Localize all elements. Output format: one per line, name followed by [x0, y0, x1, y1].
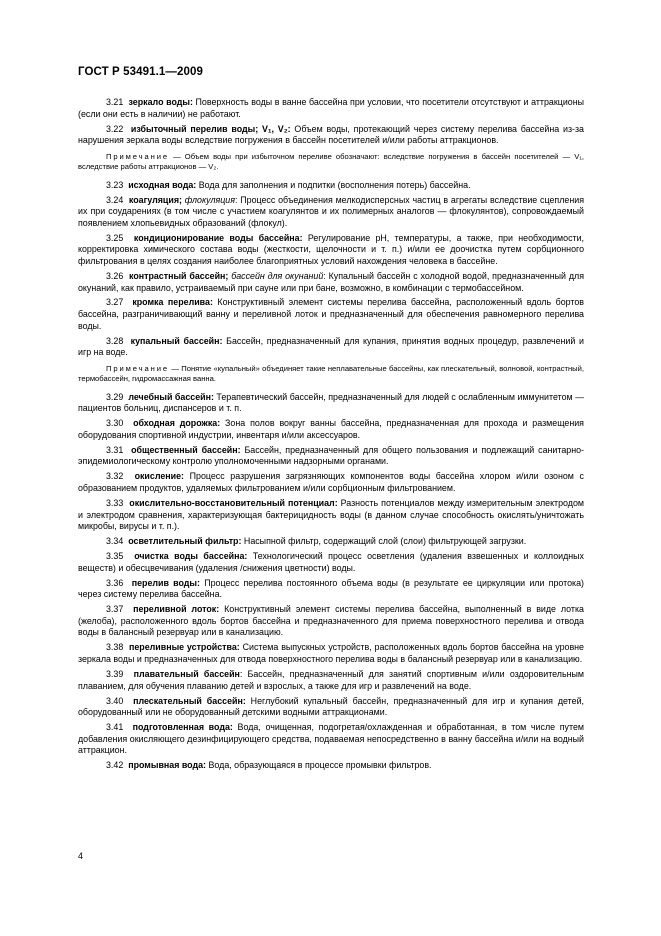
entry-3-21: 3.21 зеркало воды: Поверхность воды в ванне бассейна при условии, что посетители отсутствуют и аттракционы (если они есть в наличии) не работают. [78, 97, 585, 119]
entry-3-31: 3.31 общественный бассейн: Бассейн, предназначенный для общего пользования и подлежащий санитарно-эпидемиологическому контролю уполномоченными надзорными органами. [78, 444, 584, 467]
entry-3-25: 3.25 кондиционирование воды бассейна: Регулирование pH, температуры, а также, при необходимости, корректировка химического состава воды (жесткости, щелочности и т. п.) и/или ее доочистка путем сорбционного фильтрования в целях создания наиболее благоприятных условий нахождения человека в бассейне. [78, 232, 584, 266]
entry-3-27: 3.27 кромка перелива: Конструктивный элемент системы перелива бассейна, расположенный вдоль бортов бассейна, разграничивающий ванну и переливной лоток и предназначенный для обеспечения равномерного перелива воды. [78, 297, 585, 331]
entry-3-41: 3.41 подготовленная вода: Вода, очищенная, подогретая/охлажденная и обработанная, в том числе путем добавления окисляющего дезинфицирующего средства, подаваемая непосредственно в ванну бассейна и/или на водный аттракцион. [78, 722, 584, 756]
entry-3-40: 3.40 плескательный бассейн: Неглубокий купальный бассейн, предназначенный для игр и купания детей, оборудованный или не оборудованный детскими водными аттракционами. [78, 695, 584, 718]
entry-3-24: 3.24 коагуляция; флокуляция: Процесс объединения мелкодисперсных частиц в агрегаты вследствие сцепления их при соударениях (в том числе с участием коагулянтов и их полимерных аналогов — флокулянтов), сопровождаемый появлением хлопьевидных образований (флокул). [78, 194, 584, 228]
entry-3-33: 3.33 окислительно-восстановительный потенциал: Разность потенциалов между измерительным электродом и электродом сравнения, характеризующая бактерицидность воды (в данном случае способность окислять/уничтожать микробы, вирусы и т. п.). [78, 497, 585, 532]
entry-3-34: 3.34 осветлительный фильтр: Насыпной фильтр, содержащий слой (слои) фильтрующей загрузки. [106, 536, 527, 547]
entry-3-37: 3.37 переливной лоток: Конструктивный элемент системы перелива бассейна, выполненный в виде лотка (желоба), расположенного вдоль бортов бассейна и предназначенного для приема поверхностного перелива и отвода воды в балансный резервуар или в канализацию. [78, 604, 584, 638]
page-number: 4 [78, 851, 83, 861]
entry-3-38: 3.38 переливные устройства: Система выпускных устройств, расположенных вдоль бортов бассейна на уровне зеркала воды и предназначенных для отвода поверхностного перелива воды в балансный резервуар или в канализацию. [78, 642, 584, 665]
entry-3-39: 3.39 плавательный бассейн: Бассейн, предназначенный для занятий спортивным и/или оздоровительным плаванием, для обучения плаванию детей и взрослых, а также для игр и развлечений на воде. [78, 669, 584, 691]
entry-3-29: 3.29 лечебный бассейн: Терапевтический бассейн, предназначенный для людей с ослабленным иммунитетом — пациентов больниц, диспансеров и т. п. [78, 391, 584, 414]
document-body [78, 97, 584, 775]
entry-3-30: 3.30 обходная дорожка: Зона полов вокруг ванны бассейна, предназначенная для прохода и размещения оборудования спортивной индустрии, инвентаря и/или аксессуаров. [78, 418, 584, 440]
note-3-28: Примечание — Понятие «купальный» объединяет такие неплавательные бассейны, как плескательный, волновой, контрастный, термобассейн, гидромассажная ванна. [78, 363, 584, 384]
entry-3-23: 3.23 исходная вода: Вода для заполнения и подпитки (восполнения потерь) бассейна. [106, 179, 471, 190]
entry-3-35: 3.35 очистка воды бассейна: Технологический процесс осветления (удаления взвешенных и коллоидных веществ) и обесцвечивания (удаления /снижения цветности) воды. [78, 551, 584, 573]
entry-3-26: 3.26 контрастный бассейн; бассейн для окунаний: Купальный бассейн с холодной водой, предназначенный для окунаний, как правило, устраиваемый при сауне или при бане, возможно, в комбинации с термобассейном. [78, 270, 584, 293]
entry-3-28: 3.28 купальный бассейн: Бассейн, предназначенный для купания, принятия водных процедур, развлечений и игр на воде. [78, 335, 584, 358]
entry-3-22: 3.22 избыточный перелив воды; V₁, V₂: Объем воды, протекающий через систему перелива бассейна из-за нарушения зеркала воды вследствие погружения в бассейн посетителей и/или работы аттракционов. [78, 123, 584, 146]
entry-3-42: 3.42 промывная вода: Вода, образующаяся в процессе промывки фильтров. [106, 760, 432, 771]
entry-3-32: 3.32 окисление: Процесс разрушения загрязняющих компонентов воды бассейна хлором и/или озоном с образованием продуктов, удаляемых фильтрованием и/или сорбционным фильтрованием. [78, 471, 584, 493]
entry-3-36: 3.36 перелив воды: Процесс перелива постоянного объема воды (в результате ее циркуляции или протока) через систему перелива бассейна. [78, 577, 585, 600]
note-3-22: Примечание — Объем воды при избыточном переливе обозначают: вследствие погружения в бассейн посетителей — V₁, вследствие работы аттракционов — V₂. [78, 151, 584, 172]
document-header: ГОСТ Р 53491.1—2009 [78, 66, 203, 78]
